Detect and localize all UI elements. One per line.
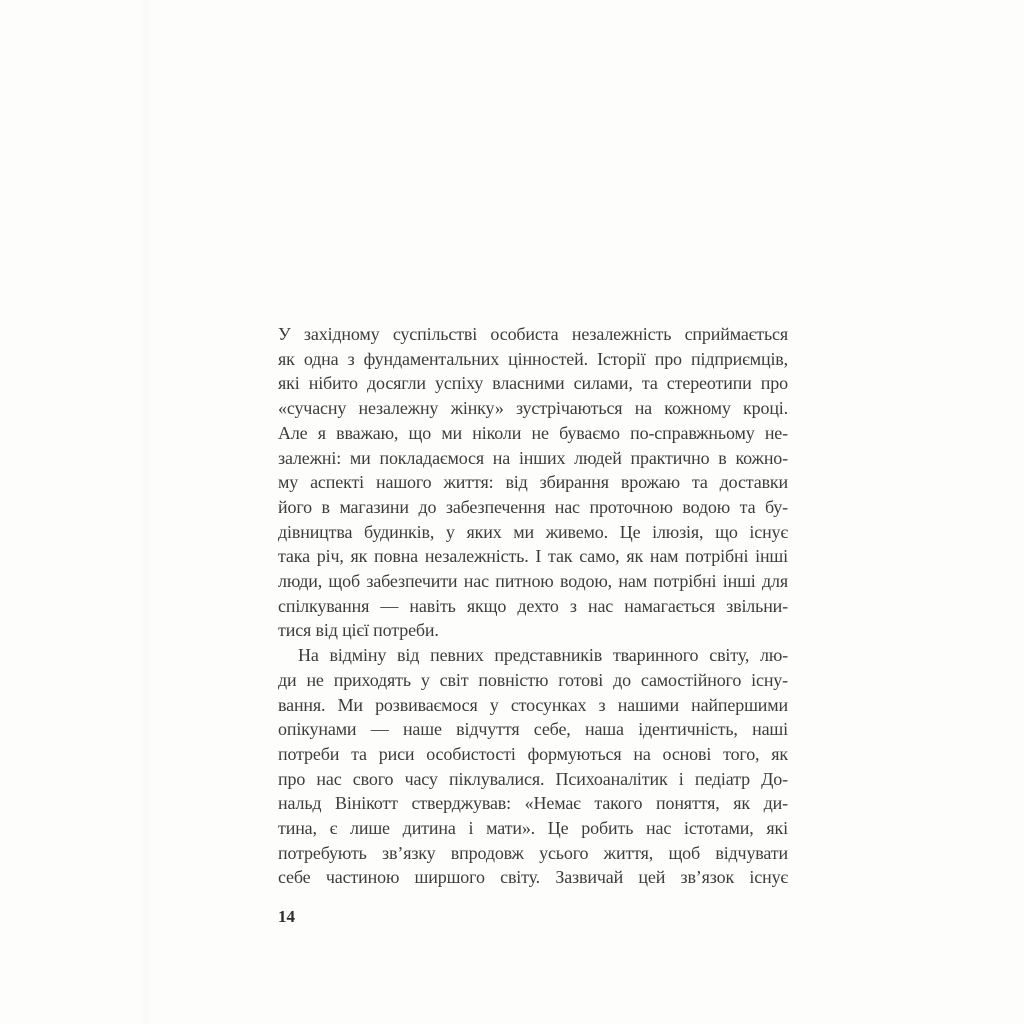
page-number: 14 — [278, 907, 295, 926]
text-line: про нас свого часу піклувалися. Психоаналітик і педіатр До- — [278, 768, 788, 789]
text-line: люди, щоб забезпечити нас питною водою, нам потрібні інші для — [278, 571, 788, 592]
text-line: «сучасну незалежну жінку» зустрічаються на кожному кроці. — [278, 398, 788, 419]
text-line: спілкування — навіть якщо дехто з нас намагається звільни- — [278, 595, 788, 616]
text-line: дівництва будинків, у яких ми живемо. Це ілюзія, що існує — [278, 521, 788, 542]
body-text — [278, 322, 788, 890]
text-line: потребують зв’язку впродовж усього життя, щоб відчувати — [278, 842, 788, 863]
paragraph — [278, 643, 788, 890]
text-line: На відміну від певних представників тваринного світу, лю- — [298, 645, 788, 666]
text-line: себе частиною ширшого світу. Зазвичай цей зв’язок існує — [278, 867, 788, 888]
text-line: вання. Ми розвиваємося у стосунках з нашими найпершими — [278, 694, 788, 715]
text-line: як одна з фундаментальних цінностей. Історії про підприємців, — [278, 348, 788, 369]
text-line: ди не приходять у світ повністю готові до самостійного існу- — [278, 669, 788, 690]
paragraph — [278, 322, 788, 643]
text-line: му аспекті нашого життя: від збирання врожаю та доставки — [278, 472, 788, 493]
text-line: така річ, як повна незалежність. І так само, як нам потрібні інші — [278, 546, 788, 567]
text-line: які нібито досягли успіху власними силами, та стереотипи про — [278, 373, 788, 394]
text-line: тина, є лише дитина і мати». Це робить нас істотами, які — [278, 818, 788, 839]
text-line: потреби та риси особистості формуються на основі того, як — [278, 743, 788, 764]
text-line: опікунами — наше відчуття себе, наша ідентичність, наші — [278, 719, 788, 740]
text-line: тися від цієї потреби. — [278, 620, 439, 641]
text-line: У західному суспільстві особиста незалежність сприймається — [278, 324, 788, 344]
text-line: його в магазини до забезпечення нас проточною водою та бу- — [278, 496, 788, 517]
text-line: залежні: ми покладаємося на інших людей практично в кожно- — [278, 447, 788, 468]
text-line: нальд Вінікотт стверджував: «Немає такого поняття, як ди- — [278, 793, 788, 814]
text-line: Але я вважаю, що ми ніколи не буваємо по-справжньому не- — [278, 422, 788, 443]
